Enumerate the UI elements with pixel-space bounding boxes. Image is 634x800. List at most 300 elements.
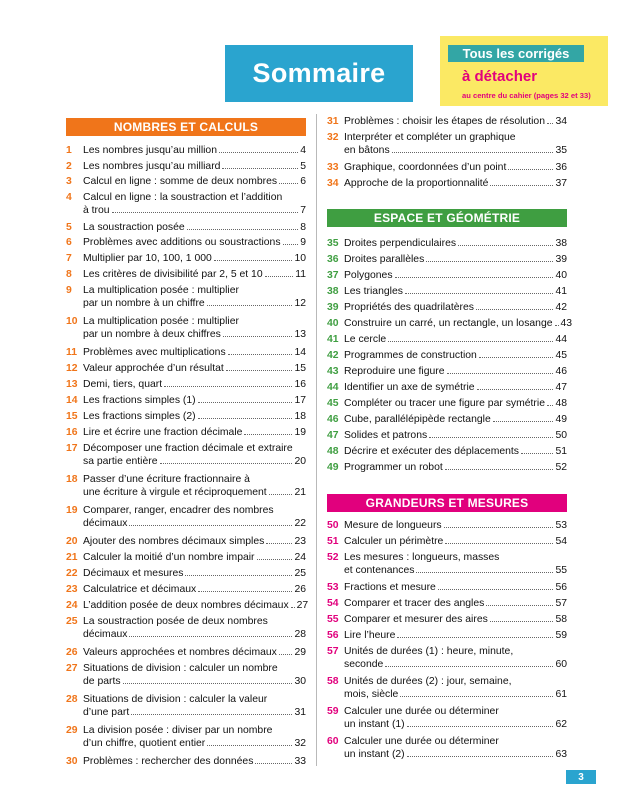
toc-entry-title: Construire un carré, un rectangle, un losange: [344, 318, 553, 329]
toc-entry-page: 56: [555, 582, 567, 593]
toc-entry-page: 23: [294, 536, 306, 547]
toc-entry-page: 17: [294, 395, 306, 406]
toc-entry-text: [83, 426, 306, 439]
toc-entry-page: 19: [294, 427, 306, 438]
toc-entry-title: Fractions et mesure: [344, 582, 436, 593]
toc-entry-text: [344, 381, 567, 394]
toc-entry-number: 43: [327, 366, 339, 377]
dot-leader: [164, 386, 292, 387]
toc-entry-text: [83, 599, 309, 612]
toc-entry-title-line: [344, 429, 567, 442]
toc-entry-text: [83, 175, 306, 188]
toc-entry-page: 8: [300, 222, 306, 233]
toc-entry-text: [344, 581, 567, 594]
dot-leader: [279, 183, 298, 184]
toc-entry-title: Les nombres jusqu’au million: [83, 145, 217, 156]
toc-entry-page: 57: [555, 598, 567, 609]
toc-entry-page: 39: [555, 254, 567, 265]
toc-entry-title: Droites parallèles: [344, 254, 425, 265]
toc-entry-title-line: [344, 301, 567, 314]
toc-entry-page: 12: [294, 298, 306, 309]
toc-entry-title-line: [83, 160, 306, 173]
toc-entry-page: 32: [294, 738, 306, 749]
toc-entry-page: 42: [555, 302, 567, 313]
dot-leader: [112, 212, 299, 213]
toc-entry-text: [83, 662, 306, 688]
toc-entry-number: 47: [327, 430, 339, 441]
toc-entry-title-line: [344, 461, 567, 474]
toc-entry-title: Décrire et exécuter des déplacements: [344, 446, 519, 457]
toc-entry-title: Identifier un axe de symétrie: [344, 382, 475, 393]
toc-entry-page: 9: [300, 237, 306, 248]
dot-leader: [198, 591, 292, 592]
dot-leader: [438, 589, 554, 590]
dot-leader: [547, 123, 553, 124]
toc-entry-title-line: Calculer une durée ou déterminer: [344, 706, 499, 717]
toc-entry-number: 17: [66, 443, 78, 454]
toc-entry-page: 31: [294, 707, 306, 718]
toc-entry-title-line: [344, 317, 573, 330]
toc-entry-title: Calculatrice et décimaux: [83, 584, 197, 595]
toc-entry-number: 39: [327, 302, 339, 313]
toc-entry-title-line: [83, 628, 306, 641]
toc-entry-text: [83, 346, 306, 359]
toc-entry-title: Problèmes avec additions ou soustractions: [83, 237, 281, 248]
toc-entry-page: 49: [555, 414, 567, 425]
toc-entry-title-line: [344, 629, 567, 642]
toc-entry-number: 44: [327, 382, 339, 393]
toc-entry-title-line: La multiplication posée : multiplier: [83, 285, 239, 296]
dot-leader: [486, 605, 553, 606]
toc-entry-text: [344, 535, 567, 548]
toc-entry-text: [344, 115, 567, 128]
dot-leader: [407, 756, 554, 757]
toc-entry-title-line: [344, 535, 567, 548]
toc-entry-text: [83, 646, 306, 659]
toc-entry-title-line: La soustraction posée de deux nombres: [83, 616, 268, 627]
toc-entry-title: Valeurs approchées et nombres décimaux: [83, 647, 277, 658]
toc-entry-title: Lire et écrire une fraction décimale: [83, 427, 243, 438]
toc-entry-text: [344, 675, 567, 701]
toc-entry-title: d’un chiffre, quotient entier: [83, 738, 206, 749]
toc-entry-title-line: [83, 346, 306, 359]
dot-leader: [265, 276, 294, 277]
toc-entry-text: [83, 615, 306, 641]
dot-leader: [476, 309, 553, 310]
toc-entry-page: 6: [300, 176, 306, 187]
toc-entry-number: 7: [66, 253, 72, 264]
dot-leader: [269, 494, 293, 495]
toc-entry-page: 40: [555, 270, 567, 281]
toc-entry-number: 35: [327, 238, 339, 249]
toc-entry-text: [344, 333, 567, 346]
toc-entry-text: [83, 583, 306, 596]
toc-entry-title: Propriétés des quadrilatères: [344, 302, 474, 313]
toc-entry-title-line: [344, 253, 567, 266]
toc-entry-text: [83, 221, 306, 234]
toc-entry-text: [344, 735, 567, 761]
toc-entry-title: Calculer un périmètre: [344, 536, 444, 547]
page-title: Sommaire: [252, 58, 386, 88]
toc-entry-title: décimaux: [83, 629, 128, 640]
toc-entry-title-line: [83, 252, 306, 265]
toc-entry-number: 55: [327, 614, 339, 625]
toc-entry-title-line: [83, 268, 306, 281]
toc-entry-text: [83, 693, 306, 719]
toc-entry-title: Multiplier par 10, 100, 1 000: [83, 253, 212, 264]
toc-entry-number: 26: [66, 647, 78, 658]
toc-entry-number: 2: [66, 161, 72, 172]
toc-entry-page: 29: [294, 647, 306, 658]
toc-entry-number: 13: [66, 379, 78, 390]
dot-leader: [255, 763, 292, 764]
toc-entry-number: 22: [66, 568, 78, 579]
toc-entry-title: Les fractions simples (1): [83, 395, 196, 406]
toc-entry-title-line: [83, 517, 306, 530]
toc-entry-title-line: La multiplication posée : multiplier: [83, 316, 239, 327]
toc-entry-title-line: [83, 297, 306, 310]
toc-entry-title-line: Calculer une durée ou déterminer: [344, 736, 499, 747]
toc-entry-number: 52: [327, 552, 339, 563]
dot-leader: [244, 434, 292, 435]
toc-entry-text: [344, 519, 567, 532]
toc-entry-page: 50: [555, 430, 567, 441]
toc-entry-page: 41: [555, 286, 567, 297]
corriges-detach: à détacher: [462, 68, 538, 85]
toc-entry-title-line: [83, 567, 306, 580]
dot-leader: [400, 696, 553, 697]
toc-entry-title-line: [344, 349, 567, 362]
dot-leader: [508, 169, 553, 170]
toc-entry-title: Cube, parallélépipède rectangle: [344, 414, 491, 425]
toc-entry-title: Calculer la moitié d’un nombre impair: [83, 552, 255, 563]
toc-entry-title-line: [83, 755, 306, 768]
toc-entry-title-line: [83, 394, 306, 407]
toc-entry-number: 9: [66, 285, 72, 296]
toc-entry-page: 34: [555, 116, 567, 127]
toc-entry-number: 36: [327, 254, 339, 265]
toc-entry-number: 29: [66, 725, 78, 736]
toc-entry-page: 20: [294, 456, 306, 467]
toc-entry-page: 43: [560, 318, 573, 329]
toc-entry-title-line: [83, 675, 306, 688]
dot-leader: [447, 373, 554, 374]
toc-entry-page: 55: [555, 565, 567, 576]
toc-entry-title: Problèmes : choisir les étapes de résolution: [344, 116, 545, 127]
toc-entry-text: [344, 645, 567, 671]
toc-entry-page: 25: [294, 568, 306, 579]
toc-entry-title-line: [83, 378, 306, 391]
toc-entry-title-line: [83, 646, 306, 659]
toc-entry-page: 53: [555, 520, 567, 531]
toc-entry-title: un instant (2): [344, 749, 405, 760]
toc-entry-text: [83, 160, 306, 173]
toc-entry-page: 45: [555, 350, 567, 361]
toc-entry-title: par un nombre à deux chiffres: [83, 329, 221, 340]
toc-entry-title: et contenances: [344, 565, 415, 576]
dot-leader: [458, 245, 553, 246]
toc-entry-title-line: [344, 597, 567, 610]
toc-entry-text: [83, 442, 306, 468]
toc-entry-page: 30: [294, 676, 306, 687]
toc-entry-text: [344, 349, 567, 362]
toc-entry-title-line: [344, 581, 567, 594]
toc-entry-number: 49: [327, 462, 339, 473]
toc-entry-title-line: [344, 688, 567, 701]
toc-entry-page: 13: [294, 329, 306, 340]
toc-entry-text: [344, 161, 567, 174]
toc-entry-text: [83, 378, 306, 391]
dot-leader: [187, 229, 299, 230]
toc-entry-page: 10: [294, 253, 306, 264]
dot-leader: [160, 463, 293, 464]
toc-entry-number: 32: [327, 132, 339, 143]
toc-entry-text: [344, 285, 567, 298]
toc-entry-text: [83, 144, 306, 157]
toc-entry-title: Comparer et tracer des angles: [344, 598, 485, 609]
dot-leader: [222, 168, 298, 169]
toc-entry-title-line: [83, 486, 306, 499]
toc-entry-page: 15: [294, 363, 306, 374]
corriges-location: au centre du cahier (pages 32 et 33): [462, 91, 591, 100]
toc-entry-title-line: [83, 599, 309, 612]
toc-entry-title-line: [344, 144, 567, 157]
toc-entry-page: 59: [555, 630, 567, 641]
toc-entry-number: 20: [66, 536, 78, 547]
toc-entry-title-line: [344, 748, 567, 761]
toc-entry-title-line: [344, 333, 567, 346]
toc-entry-title-line: Unités de durées (1) : heure, minute,: [344, 646, 514, 657]
toc-entry-text: [83, 551, 306, 564]
toc-entry-text: [83, 755, 306, 768]
section-header-grandeurs-et-mesures: GRANDEURS ET MESURES: [327, 494, 567, 512]
toc-entry-page: 16: [294, 379, 306, 390]
toc-list-right: [327, 114, 573, 770]
toc-entry-title-line: La division posée : diviser par un nombre: [83, 725, 273, 736]
dot-leader: [392, 152, 554, 153]
dot-leader: [131, 714, 292, 715]
toc-entry-text: [344, 131, 567, 157]
toc-entry-title-line: [344, 413, 567, 426]
toc-entry-page: 54: [555, 536, 567, 547]
toc-entry-title-line: Passer d’une écriture fractionnaire à: [83, 474, 250, 485]
toc-entry-title-line: [83, 221, 306, 234]
toc-entry-title: un instant (1): [344, 719, 405, 730]
toc-entry-title: à trou: [83, 205, 110, 216]
toc-entry-title: Programmer un robot: [344, 462, 443, 473]
toc-entry-title: Les fractions simples (2): [83, 411, 196, 422]
toc-entry-title: Les critères de divisibilité par 2, 5 et 10: [83, 269, 263, 280]
toc-entry-title: Demi, tiers, quart: [83, 379, 163, 390]
toc-entry-number: 34: [327, 178, 339, 189]
toc-entry-text: [344, 551, 567, 577]
toc-entry-title-line: [83, 737, 306, 750]
toc-entry-text: [83, 362, 306, 375]
toc-entry-number: 6: [66, 237, 72, 248]
toc-entry-title-line: [344, 285, 567, 298]
toc-entry-title: Polygones: [344, 270, 393, 281]
toc-entry-number: 42: [327, 350, 339, 361]
toc-entry-number: 27: [66, 663, 78, 674]
toc-entry-text: [83, 252, 306, 265]
toc-entry-title-line: [344, 658, 567, 671]
toc-entry-text: [344, 613, 567, 626]
dot-leader: [219, 152, 298, 153]
dot-leader: [291, 607, 295, 608]
dot-leader: [429, 437, 553, 438]
toc-entry-page: 33: [294, 756, 306, 767]
toc-entry-number: 8: [66, 269, 72, 280]
toc-entry-number: 54: [327, 598, 339, 609]
toc-entry-text: [83, 394, 306, 407]
toc-entry-title-line: [344, 381, 567, 394]
toc-entry-title-line: [344, 269, 567, 282]
toc-entry-title-line: [344, 445, 567, 458]
toc-entry-title-line: [83, 362, 306, 375]
toc-entry-text: [83, 567, 306, 580]
toc-entry-title: Valeur approchée d’un résultat: [83, 363, 224, 374]
toc-entry-number: 25: [66, 616, 78, 627]
dot-leader: [490, 185, 553, 186]
toc-entry-page: 22: [294, 518, 306, 529]
dot-leader: [257, 559, 293, 560]
toc-entry-number: 33: [327, 162, 339, 173]
toc-entry-number: 56: [327, 630, 339, 641]
toc-entry-title: Calcul en ligne : somme de deux nombres: [83, 176, 278, 187]
toc-entry-title-line: [83, 426, 306, 439]
toc-entry-text: [83, 191, 306, 217]
toc-entry-title: Lire l’heure: [344, 630, 396, 641]
toc-entry-number: 48: [327, 446, 339, 457]
dot-leader: [388, 341, 553, 342]
toc-entry-title: Compléter ou tracer une figure par symétrie: [344, 398, 545, 409]
toc-entry-number: 28: [66, 694, 78, 705]
toc-entry-title: Les triangles: [344, 286, 403, 297]
dot-leader: [214, 260, 293, 261]
toc-entry-title-line: [83, 583, 306, 596]
dot-leader: [283, 244, 299, 245]
toc-entry-number: 19: [66, 505, 78, 516]
dot-leader: [493, 421, 554, 422]
toc-entry-title: L’addition posée de deux nombres décimaux: [83, 600, 289, 611]
toc-entry-title: La soustraction posée: [83, 222, 185, 233]
toc-entry-title: Problèmes : rechercher des données: [83, 756, 254, 767]
toc-entry-page: 46: [555, 366, 567, 377]
dot-leader: [395, 277, 554, 278]
toc-entry-title: décimaux: [83, 518, 128, 529]
toc-entry-text: [83, 236, 306, 249]
toc-entry-number: 10: [66, 316, 78, 327]
dot-leader: [444, 527, 554, 528]
toc-entry-title-line: [344, 177, 567, 190]
toc-entry-number: 16: [66, 427, 78, 438]
toc-entry-text: [344, 365, 567, 378]
toc-entry-title: Solides et patrons: [344, 430, 428, 441]
toc-entry-title: Reproduire une figure: [344, 366, 445, 377]
toc-entry-title: mois, siècle: [344, 689, 399, 700]
toc-entry-text: [344, 177, 567, 190]
dot-leader: [129, 636, 292, 637]
dot-leader: [477, 389, 554, 390]
toc-entry-number: 41: [327, 334, 339, 345]
toc-entry-page: 18: [294, 411, 306, 422]
toc-entry-number: 11: [66, 347, 77, 358]
toc-entry-text: [83, 535, 306, 548]
dot-leader: [385, 666, 553, 667]
toc-entry-page: 14: [294, 347, 306, 358]
toc-entry-text: [344, 413, 567, 426]
toc-entry-title: par un nombre à un chiffre: [83, 298, 205, 309]
toc-entry-page: 44: [555, 334, 567, 345]
toc-entry-page: 36: [555, 162, 567, 173]
toc-entry-number: 3: [66, 176, 72, 187]
dot-leader: [223, 336, 293, 337]
toc-entry-title: Approche de la proportionnalité: [344, 178, 489, 189]
toc-entry-text: [83, 504, 306, 530]
toc-entry-page: 48: [555, 398, 567, 409]
toc-entry-number: 57: [327, 646, 339, 657]
title-banner: [225, 45, 413, 102]
corriges-title: Tous les corrigés: [462, 46, 570, 61]
toc-entry-number: 60: [327, 736, 339, 747]
dot-leader: [207, 745, 292, 746]
dot-leader: [445, 543, 553, 544]
toc-entry-text: [344, 429, 567, 442]
toc-entry-text: [344, 445, 567, 458]
toc-entry-number: 59: [327, 706, 339, 717]
toc-entry-number: 30: [66, 756, 78, 767]
toc-entry-title-line: Situations de division : calculer la valeur: [83, 694, 268, 705]
dot-leader: [547, 405, 553, 406]
toc-entry-title: Mesure de longueurs: [344, 520, 442, 531]
toc-entry-title-line: [83, 551, 306, 564]
toc-entry-text: [344, 461, 567, 474]
dot-leader: [521, 453, 553, 454]
toc-entry-title: Problèmes avec multiplications: [83, 347, 226, 358]
toc-entry-text: [83, 724, 306, 750]
toc-entry-page: 37: [555, 178, 567, 189]
toc-entry-title-line: [83, 328, 306, 341]
toc-entry-text: [83, 410, 306, 423]
toc-entry-title-line: Calcul en ligne : la soustraction et l’addition: [83, 192, 283, 203]
toc-entry-title-line: [344, 397, 567, 410]
toc-entry-number: 1: [66, 145, 72, 156]
toc-entry-page: 27: [296, 600, 309, 611]
dot-leader: [266, 543, 292, 544]
toc-entry-number: 51: [327, 536, 339, 547]
toc-entry-number: 53: [327, 582, 339, 593]
toc-entry-number: 21: [66, 552, 78, 563]
dot-leader: [226, 370, 293, 371]
toc-entry-page: 4: [300, 145, 306, 156]
toc-entry-title: Ajouter des nombres décimaux simples: [83, 536, 265, 547]
toc-entry-title-line: [344, 519, 567, 532]
toc-entry-page: 24: [294, 552, 306, 563]
toc-entry-title: sa partie entière: [83, 456, 158, 467]
dot-leader: [407, 726, 554, 727]
dot-leader: [490, 621, 554, 622]
page-number: 3: [578, 771, 584, 783]
dot-leader: [198, 402, 293, 403]
toc-entry-title-line: [83, 706, 306, 719]
toc-entry-title: Programmes de construction: [344, 350, 477, 361]
toc-entry-title-line: Interpréter et compléter un graphique: [344, 132, 516, 143]
toc-entry-number: 4: [66, 192, 72, 203]
dot-leader: [479, 357, 554, 358]
toc-entry-title-line: [344, 237, 567, 250]
toc-entry-text: [344, 597, 567, 610]
column-divider: [316, 114, 317, 766]
